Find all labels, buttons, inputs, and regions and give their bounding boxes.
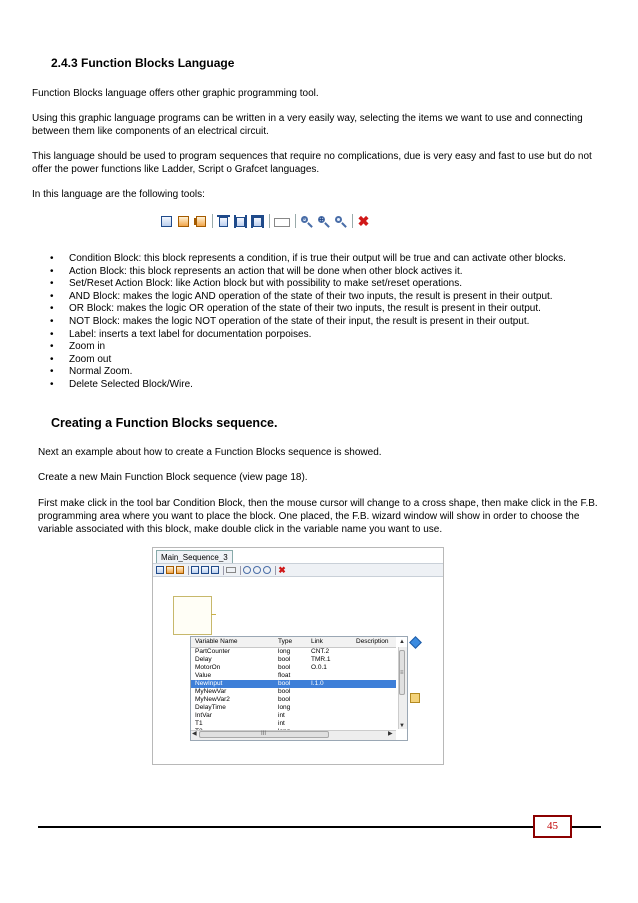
variable-name-cell: MyNewVar <box>195 688 227 695</box>
zoom-in-icon[interactable]: + <box>317 215 330 228</box>
list-item: • AND Block: makes the logic AND operation of the state of their two inputs, the result is present in their output. <box>50 291 620 304</box>
variable-name-cell: PartCounter <box>195 648 231 655</box>
type-cell: int <box>278 712 285 719</box>
table-row[interactable] <box>191 656 396 664</box>
scroll-right-arrow-icon[interactable]: ▶ <box>388 731 393 737</box>
variable-name-cell: NewInput <box>195 680 223 687</box>
list-item: • Normal Zoom. <box>50 366 620 379</box>
table-row[interactable] <box>191 720 396 728</box>
tools-list <box>50 253 620 392</box>
scroll-down-arrow-icon[interactable]: ▼ <box>399 723 405 729</box>
table-row[interactable] <box>191 696 396 704</box>
variable-name-cell: MyNewVar2 <box>195 696 230 703</box>
scroll-up-arrow-icon[interactable]: ▲ <box>399 639 405 645</box>
type-cell: bool <box>278 680 291 687</box>
column-header-link[interactable]: Link <box>311 638 323 645</box>
list-item: • OR Block: makes the logic OR operation of the state of their two inputs, the result is present in their output. <box>50 303 620 316</box>
zoom-out-icon[interactable]: - <box>300 215 313 228</box>
link-cell: I.1.0 <box>311 680 324 687</box>
set-reset-action-block-icon[interactable] <box>194 215 207 228</box>
variable-name-cell: MotorOn <box>195 664 221 671</box>
type-cell: bool <box>278 656 291 663</box>
toolbar-separator <box>352 214 353 228</box>
table-row[interactable] <box>191 712 396 720</box>
section-heading-creating: Creating a Function Blocks sequence. <box>51 416 278 430</box>
sequence-tab[interactable]: Main_Sequence_3 <box>156 550 233 564</box>
and-block-icon[interactable] <box>217 215 230 228</box>
or-block-icon[interactable] <box>201 566 209 574</box>
variable-name-cell: Value <box>195 672 212 679</box>
toolbar-separator <box>275 566 276 575</box>
table-row[interactable] <box>191 672 396 680</box>
scroll-left-arrow-icon[interactable]: ◀ <box>192 731 197 737</box>
paragraph-graphic-language: Using this graphic language programs can be written in a very easily way, selecting the items we want to use and connecting between them like components of an electrical circuit. <box>32 113 583 137</box>
paragraph-tools-intro: In this language are the following tools: <box>32 189 205 200</box>
type-cell: long <box>278 648 291 655</box>
toolbar-separator <box>223 566 224 575</box>
column-header-type[interactable]: Type <box>278 638 293 645</box>
type-cell: bool <box>278 688 291 695</box>
editor-screenshot <box>152 547 444 765</box>
list-item: • Set/Reset Action Block: like Action block but with possibility to make set/reset operations. <box>50 278 620 291</box>
link-cell: TMR.1 <box>311 656 331 663</box>
set-reset-action-block-icon[interactable] <box>176 566 184 574</box>
zoom-in-icon[interactable] <box>253 566 261 574</box>
variable-name-cell: T1 <box>195 720 203 727</box>
type-cell: long <box>278 704 291 711</box>
table-row[interactable] <box>191 704 396 712</box>
toolbar-separator <box>240 566 241 575</box>
link-cell: CNT.2 <box>311 648 330 655</box>
list-item: • Condition Block: this block represents a condition, if is true their output will be true and can activate other blocks. <box>50 253 620 266</box>
paragraph-usage: This language should be used to program sequences that require no complications, due is very easy and fast to use but do not offer the power functions like Ladder, Script o Grafcet languages. <box>32 151 592 175</box>
section-heading-2-4-3: 2.4.3 Function Blocks Language <box>51 56 235 70</box>
and-block-icon[interactable] <box>191 566 199 574</box>
vscroll-grip: ≡ <box>400 670 404 676</box>
table-row[interactable] <box>191 664 396 672</box>
paragraph-instructions: First make click in the tool bar Condition Block, then the mouse cursor will change to a cross shape, then make click in the F.B. programming area where you want to place the block. One placed, the F.B. wizard window will show in order to choose the variable associated with this block, make double click in the variable name you want to use. <box>38 498 598 535</box>
table-row[interactable] <box>191 648 396 656</box>
or-block-icon[interactable] <box>234 215 247 228</box>
type-cell: bool <box>278 696 291 703</box>
list-item: • Action Block: this block represents an action that will be done when other block actives it. <box>50 266 620 279</box>
column-header-variable-name[interactable]: Variable Name <box>195 638 238 645</box>
not-block-icon[interactable] <box>251 215 264 228</box>
delete-icon[interactable]: ✖ <box>357 212 370 229</box>
hscroll-grip: III <box>261 731 267 737</box>
footer-rule <box>38 826 601 828</box>
type-cell: float <box>278 672 291 679</box>
column-header-description[interactable]: Description <box>356 638 389 645</box>
variable-name-cell: IntVar <box>195 712 212 719</box>
list-item: • Zoom out <box>50 354 620 367</box>
variable-name-cell: Delay <box>195 656 212 663</box>
toolbar-separator <box>212 214 213 228</box>
table-row[interactable] <box>191 688 396 696</box>
list-item: • Delete Selected Block/Wire. <box>50 379 620 392</box>
action-block-icon[interactable] <box>166 566 174 574</box>
link-cell: O.0.1 <box>311 664 327 671</box>
variable-table[interactable] <box>190 636 408 741</box>
variable-name-cell: DelayTime <box>195 704 226 711</box>
paragraph-example: Next an example about how to create a Function Blocks sequence is showed. <box>38 447 382 458</box>
condition-block-icon[interactable] <box>160 215 173 228</box>
toolbar-separator <box>269 214 270 228</box>
edit-variable-icon[interactable] <box>410 693 420 703</box>
list-item: • Label: inserts a text label for documentation porpoises. <box>50 329 620 342</box>
list-item: • NOT Block: makes the logic NOT operation of the state of their input, the result is present in their output. <box>50 316 620 329</box>
condition-block-icon[interactable] <box>156 566 164 574</box>
paragraph-intro: Function Blocks language offers other graphic programming tool. <box>32 88 319 99</box>
toolbar-separator <box>295 214 296 228</box>
mini-toolbar <box>153 563 443 577</box>
page-number: 45 <box>533 815 572 838</box>
toolbar-separator <box>188 566 189 575</box>
action-block-icon[interactable] <box>177 215 190 228</box>
list-item: • Zoom in <box>50 341 620 354</box>
not-block-icon[interactable] <box>211 566 219 574</box>
label-icon[interactable] <box>226 567 236 573</box>
zoom-out-icon[interactable] <box>243 566 251 574</box>
condition-block-placed[interactable] <box>173 596 212 635</box>
diamond-icon[interactable] <box>410 637 420 647</box>
type-cell: int <box>278 720 285 727</box>
normal-zoom-icon[interactable] <box>334 215 347 228</box>
delete-icon[interactable]: ✖ <box>278 565 286 575</box>
label-icon[interactable] <box>274 218 290 227</box>
table-row[interactable] <box>191 680 396 688</box>
paragraph-create-sequence: Create a new Main Function Block sequence (view page 18). <box>38 472 308 483</box>
type-cell: bool <box>278 664 291 671</box>
function-blocks-toolbar <box>160 212 374 230</box>
normal-zoom-icon[interactable] <box>263 566 271 574</box>
block-output-pin <box>211 614 216 615</box>
